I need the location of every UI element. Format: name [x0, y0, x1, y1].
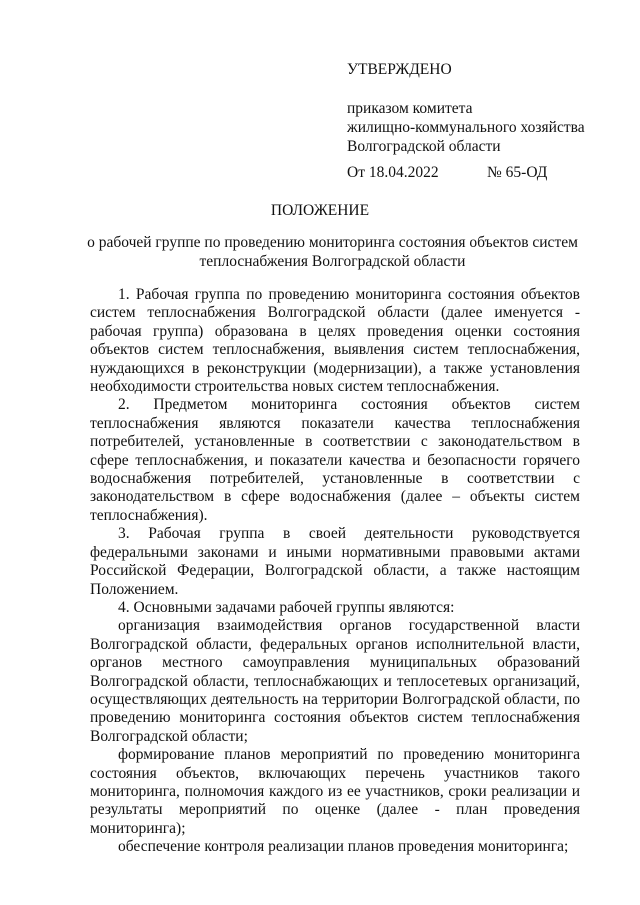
approval-line: Волгоградской области [347, 138, 501, 155]
document-subtitle [80, 233, 585, 271]
paragraph: 4. Основными задачами рабочей группы являются: [118, 598, 455, 616]
paragraph: 3. Рабочая группа в своей деятельности руководствуется федеральными законами и иными нормативными правовыми актами Российской Федерации, Волгоградской области, а также настоящим Положением. [90, 525, 580, 598]
paragraph: 2. Предметом мониторинга состояния объектов систем теплоснабжения являются показатели качества теплоснабжения потребителей, установленные в соответствии с законодательством в сфере теплоснабжения, и показатели качества и безопасности горячего водоснабжения потребителей, установленные в соответствии с законодательством в сфере водоснабжения (далее – объекты систем теплоснабжения). [90, 396, 580, 524]
order-reference [347, 164, 567, 182]
subtitle-line: теплоснабжения Волгоградской области [199, 253, 466, 270]
document-title: ПОЛОЖЕНИЕ [270, 202, 370, 219]
approval-heading: УТВЕРЖДЕНО [347, 61, 452, 78]
document-body [90, 286, 580, 857]
paragraph: организация взаимодействия органов государственной власти Волгоградской области, федеральных органов исполнительной власти, органов местного самоуправления муниципальных образований Волгоградской области, теплоснабжающих и теплосетевых организаций, осуществляющих деятельность на территории Волгоградской области, по проведению мониторинга состояния объектов систем теплоснабжения Волгоградской области; [90, 617, 580, 745]
paragraph: формирование планов мероприятий по проведению мониторинга состояния объектов, включающих перечень участников такого мониторинга, полномочия каждого из ее участников, сроки реализации и результаты мероприятий по оценке (далее - план проведения мониторинга); [90, 746, 580, 837]
paragraph: обеспечение контроля реализации планов проведения мониторинга; [118, 838, 569, 856]
order-date: От 18.04.2022 [347, 164, 439, 181]
approval-line: жилищно-коммунального хозяйства [347, 119, 585, 136]
approval-line: приказом комитета [347, 100, 473, 117]
order-number: № 65-ОД [487, 164, 548, 181]
subtitle-line: о рабочей группе по проведению мониторинга состояния объектов систем [87, 234, 578, 251]
approval-block [347, 60, 607, 156]
paragraph: 1. Рабочая группа по проведению мониторинга состояния объектов систем теплоснабжения Волгоградской области (далее именуется - рабочая группа) образована в целях проведения оценки состояния объектов систем теплоснабжения, выявления систем теплоснабжения, нуждающихся в реконструкции (модернизации), а также установления необходимости строительства новых систем теплоснабжения. [90, 286, 580, 396]
